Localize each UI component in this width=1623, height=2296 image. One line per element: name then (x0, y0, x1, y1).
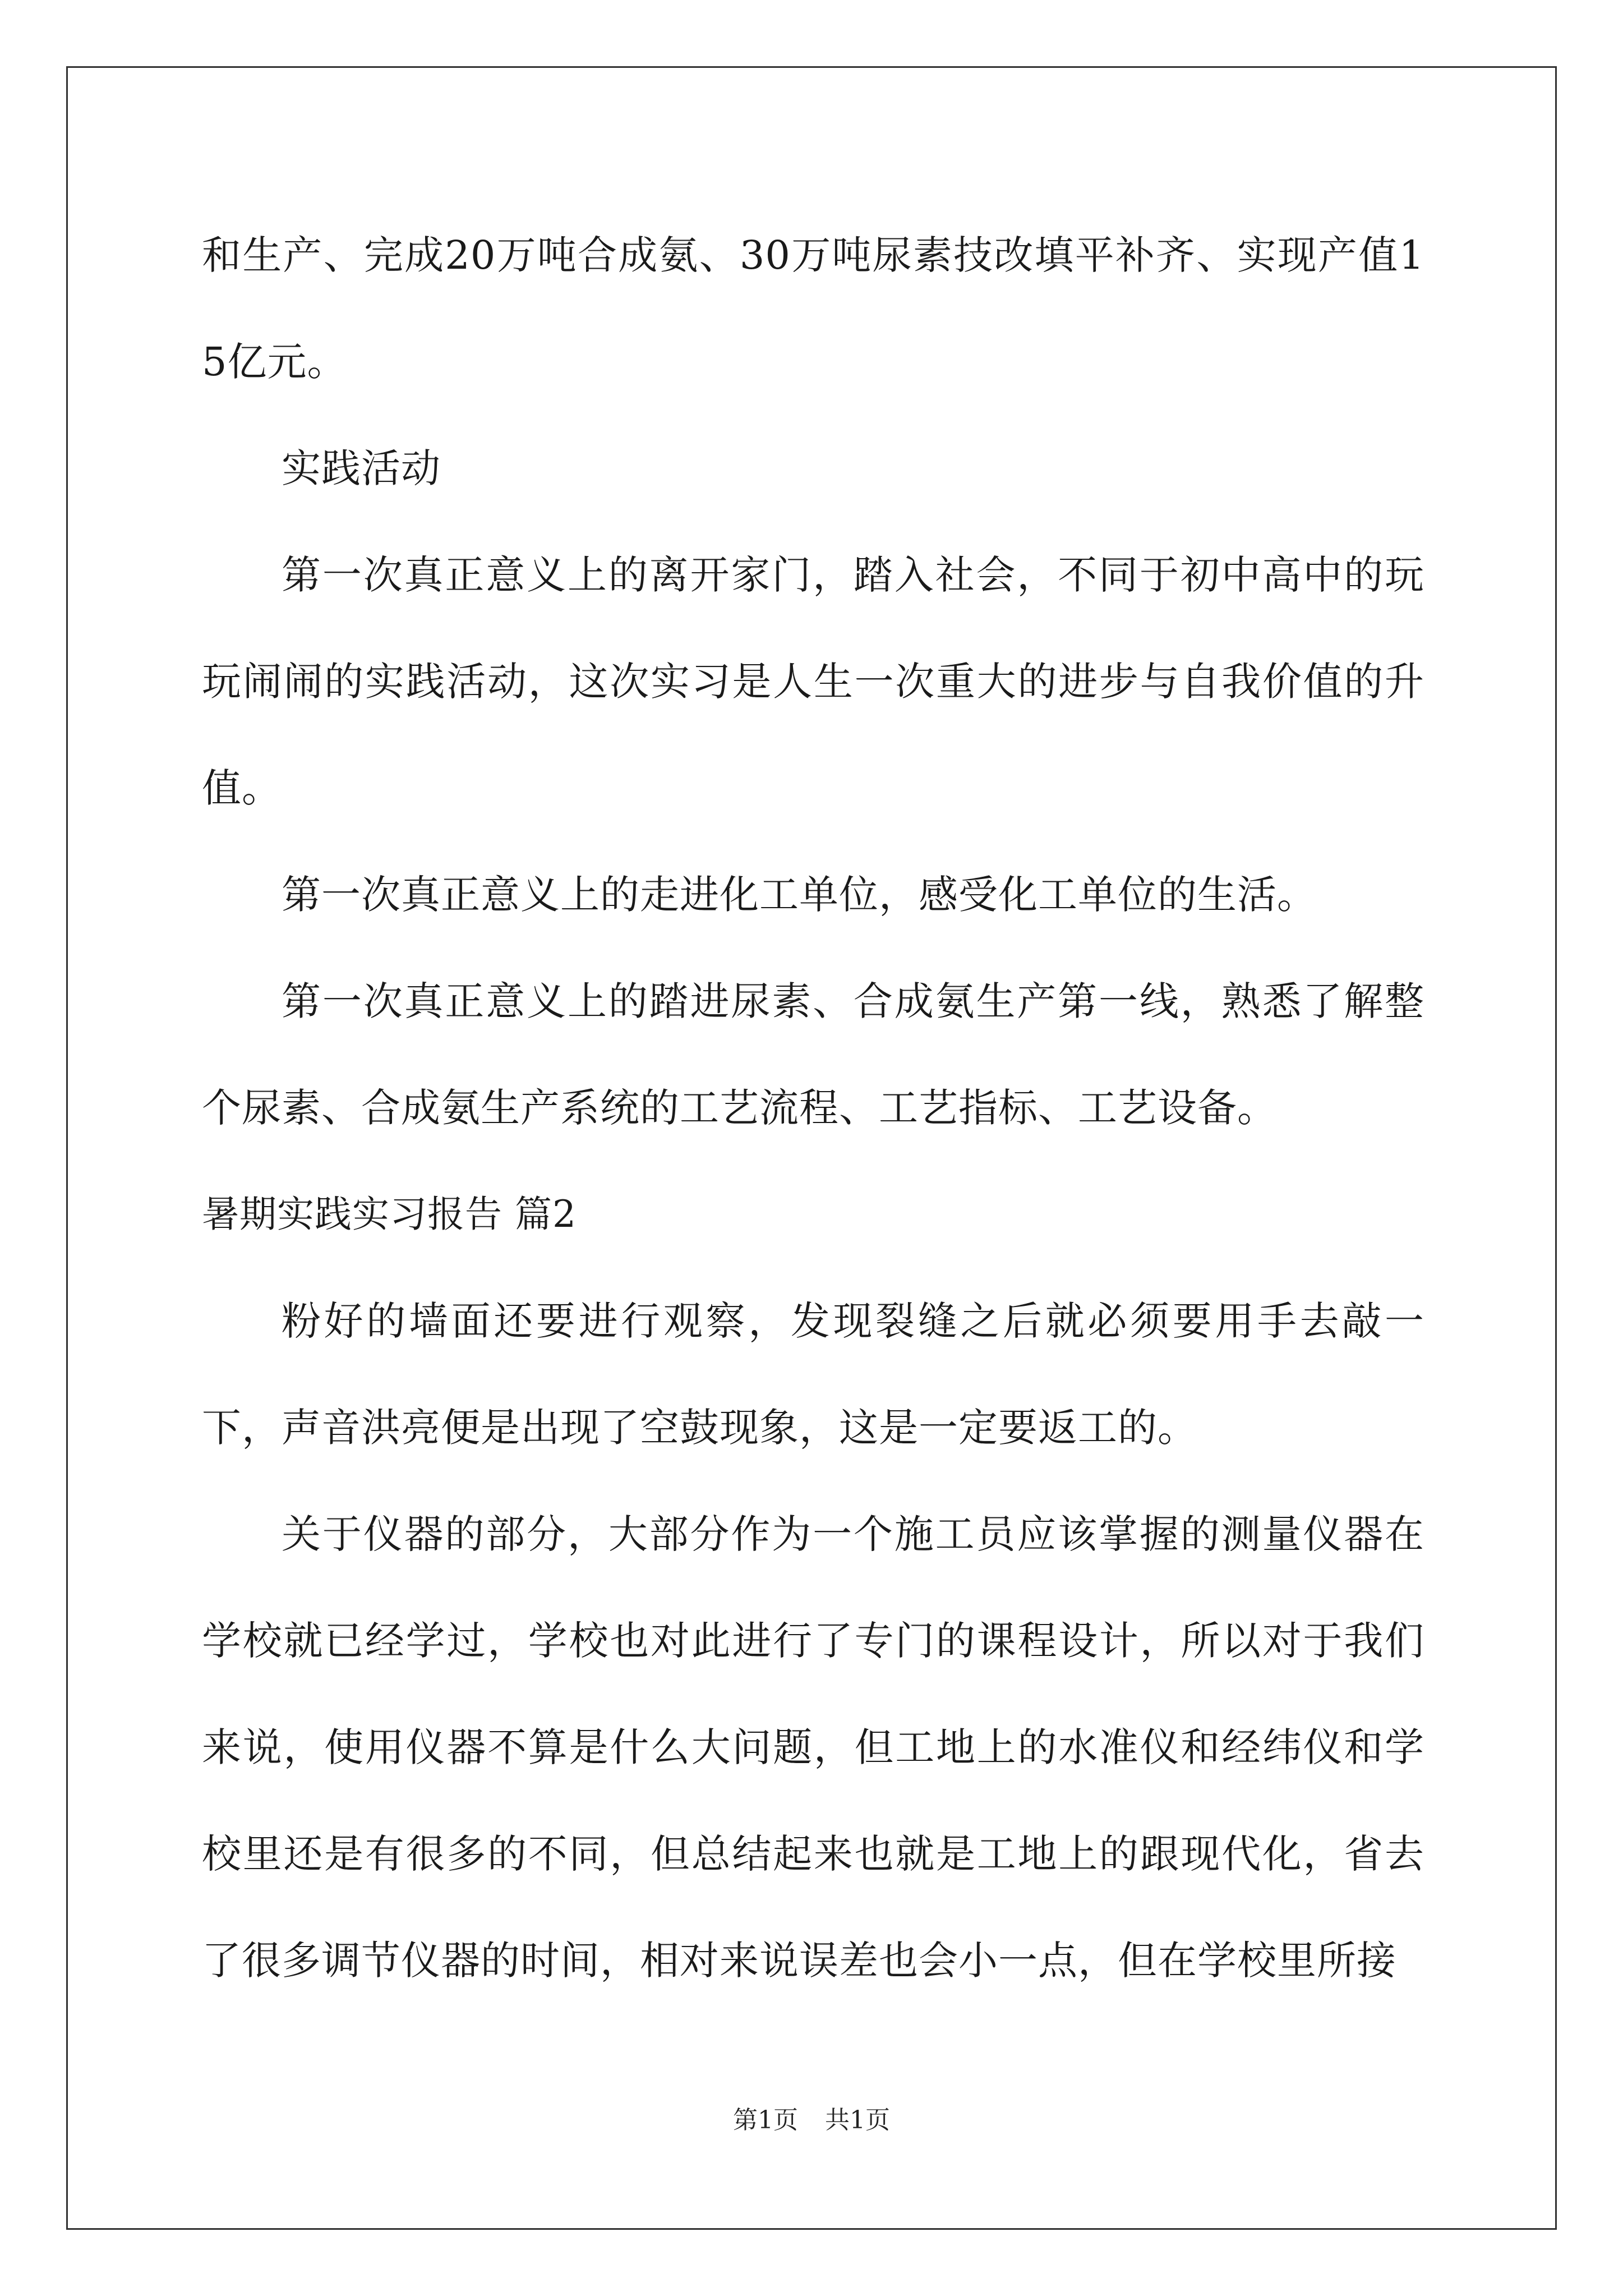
page-footer (0, 2105, 1623, 2136)
paragraph-4: 第一次真正意义上的踏进尿素、合成氨生产第一线，熟悉了解整个尿素、合成氨生产系统的工艺流程、工艺指标、工艺设备。 (202, 978, 1424, 1131)
page-number-current: 第1页 (733, 2106, 798, 2134)
paragraph-6: 关于仪器的部分，大部分作为一个施工员应该掌握的测量仪器在学校就已经学过，学校也对此进行了专门的课程设计，所以对于我们来说，使用仪器不算是什么大问题，但工地上的水准仪和经纬仪和学校里还是有很多的不同，但总结起来也就是工地上的跟现代化，省去了很多调节仪器的时间，相对来说误差也会小一点，但在学校里所接 (202, 1511, 1424, 1984)
paragraph-5: 粉好的墙面还要进行观察，发现裂缝之后就必须要用手去敲一下，声音洪亮便是出现了空鼓现象，这是一定要返工的。 (202, 1298, 1424, 1451)
paragraph-3: 第一次真正意义上的走进化工单位，感受化工单位的生活。 (282, 872, 1317, 918)
paragraph-2: 第一次真正意义上的离开家门，踏入社会，不同于初中高中的玩玩闹闹的实践活动，这次实习是人生一次重大的进步与自我价值的升值。 (202, 552, 1424, 811)
section-heading-part-2: 暑期实践实习报告 篇2 (202, 1193, 577, 1236)
paragraph-1: 和生产、完成20万吨合成氨、30万吨尿素技改填平补齐、实现产值15亿元。 (202, 232, 1424, 385)
section-label-practice: 实践活动 (282, 445, 441, 491)
page-number-total: 共1页 (825, 2106, 890, 2134)
document-body (202, 202, 1424, 2014)
